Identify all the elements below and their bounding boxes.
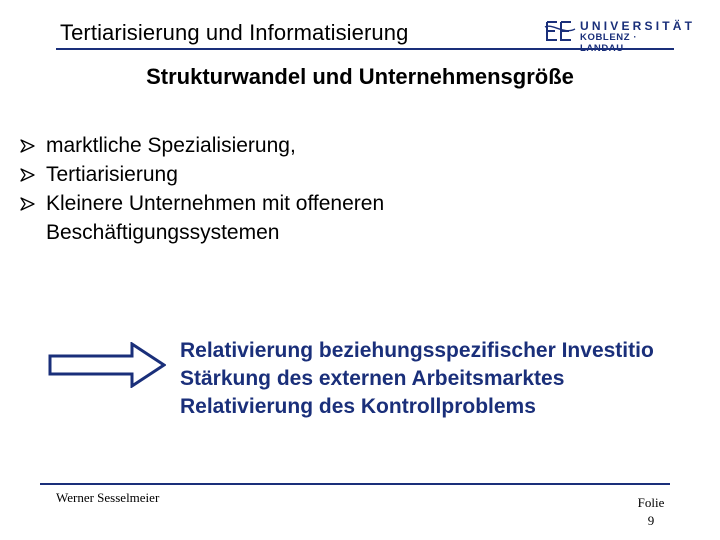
bullet-item: [18, 189, 478, 247]
arrowhead-bullet-icon: [20, 139, 35, 153]
university-emblem-icon: [544, 18, 576, 44]
footer-divider: [40, 483, 670, 485]
footer-author: Werner Sesselmeier: [56, 490, 160, 505]
university-logo: [544, 18, 696, 54]
implication-line: Relativierung beziehungsspezifischer Investitio: [180, 339, 654, 362]
slide-title: Strukturwandel und Unternehmensgröße: [146, 64, 574, 89]
bullet-text: Kleinere Unternehmen mit offeneren Beschäftigungssystemen: [46, 192, 385, 244]
logo-text-university: UNIVERSITÄT: [580, 19, 696, 33]
bullet-text: Tertiarisierung: [46, 163, 178, 186]
implication-line: Stärkung des externen Arbeitsmarktes: [180, 367, 565, 390]
page-indicator: [626, 494, 676, 530]
bullet-item: [18, 131, 478, 160]
arrowhead-bullet-icon: [20, 197, 35, 211]
bullet-item: [18, 160, 478, 189]
outline-right-arrow-icon: [48, 342, 166, 388]
header-title: Tertiarisierung und Informatisierung: [60, 20, 409, 45]
header-divider: [56, 48, 674, 50]
bullet-list: [18, 131, 478, 247]
implication-list: [180, 337, 720, 421]
bullet-text: marktliche Spezialisierung,: [46, 134, 296, 157]
logo-text-location: KOBLENZ · LANDAU: [580, 32, 638, 54]
arrowhead-bullet-icon: [20, 168, 35, 182]
page-number: 9: [647, 513, 655, 528]
page-label: Folie: [637, 495, 665, 510]
implication-line: Relativierung des Kontrollproblems: [180, 395, 536, 418]
